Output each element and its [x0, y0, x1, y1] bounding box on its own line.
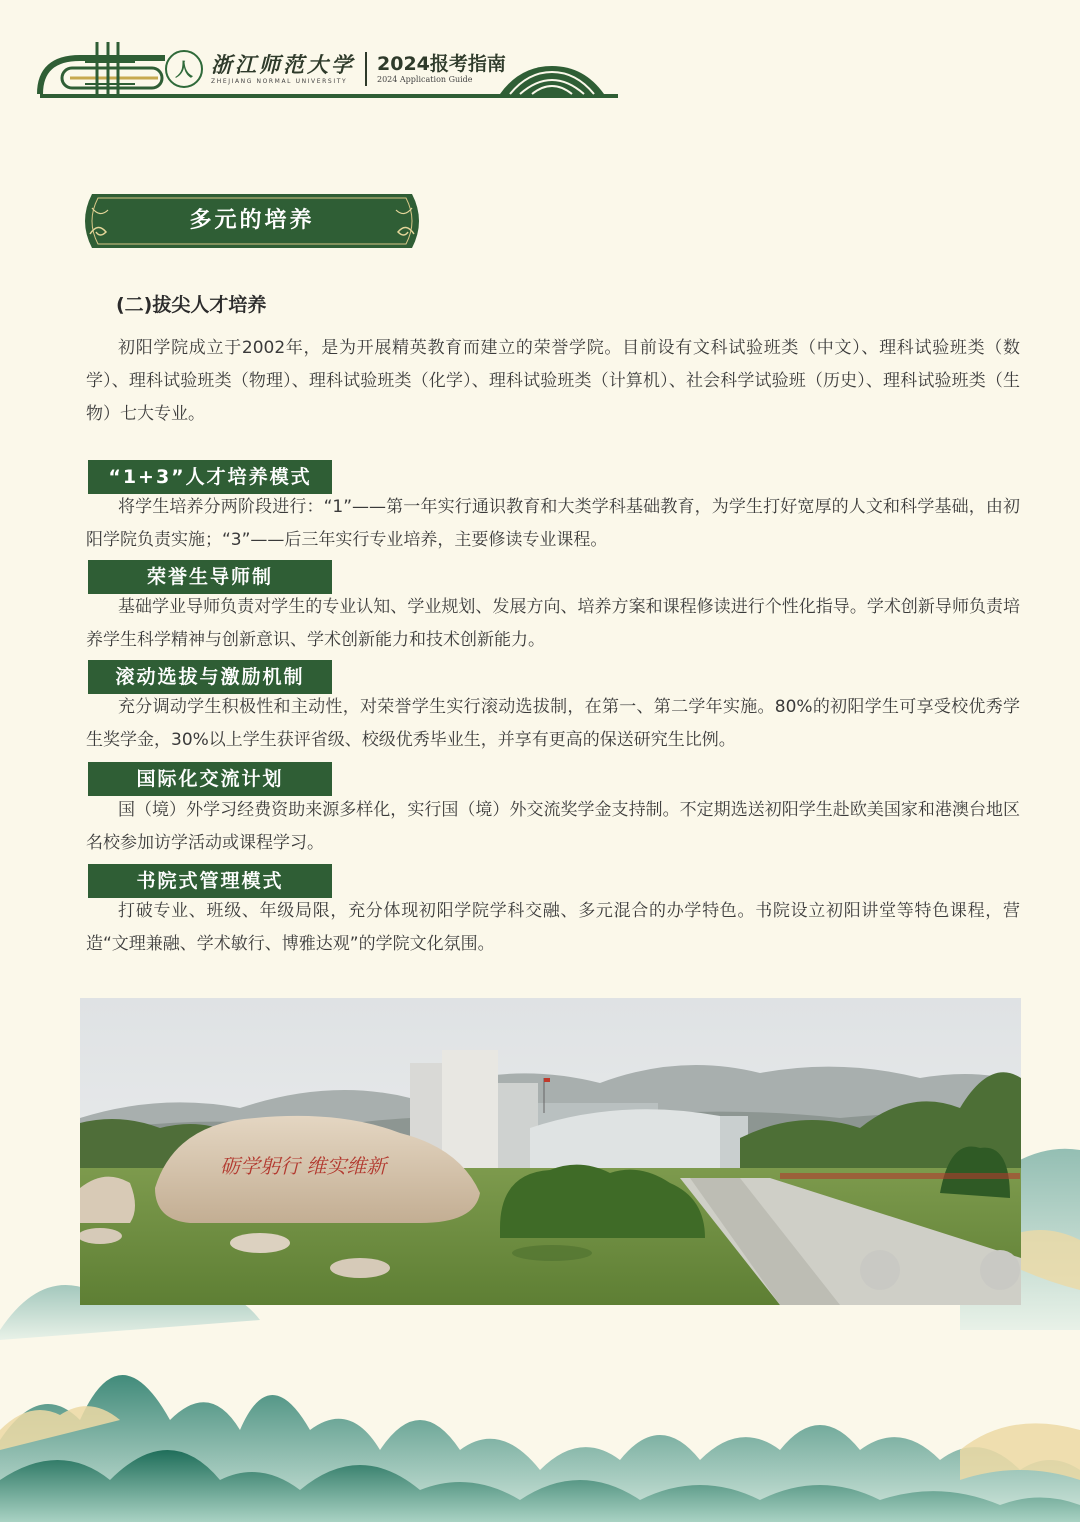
section-banner	[78, 194, 426, 248]
subheading: (二)拔尖人才培养	[116, 294, 267, 316]
university-emblem-icon: 人	[165, 50, 203, 88]
paragraph-1plus3-model: 将学生培养分两阶段进行：“1”——第一年实行通识教育和大类学科基础教育，为学生打好宽厚的人文和科学基础，由初阳学院负责实施；“3”——后三年实行专业培养，主要修读专业课程。	[86, 497, 1020, 550]
paragraph-international-exchange: 国（境）外学习经费资助来源多样化，实行国（境）外交流奖学金支持制。不定期选送初阳学生赴欧美国家和港澳台地区名校参加访学活动或课程学习。	[86, 800, 1020, 853]
guide-title: 2024报考指南	[377, 53, 506, 75]
university-name-en: ZHEJIANG NORMAL UNIVERSITY	[211, 77, 348, 85]
paragraph-academy-management: 打破专业、班级、年级局限，充分体现初阳学院学科交融、多元混合的办学特色。书院设立初阳讲堂等特色课程，营造“文理兼融、学术敏行、博雅达观”的学院文化氛围。	[86, 901, 1020, 954]
label-rolling-selection: 滚动选拔与激励机制	[88, 660, 332, 694]
logo-row	[165, 50, 506, 88]
header-decoration	[0, 0, 1080, 110]
label-honor-tutor: 荣誉生导师制	[88, 560, 332, 594]
paragraph-honor-tutor: 基础学业导师负责对学生的专业认知、学业规划、发展方向、培养方案和课程修读进行个性化指导。学术创新导师负责培养学生科学精神与创新意识、学术创新能力和技术创新能力。	[86, 597, 1020, 650]
university-name-block	[211, 53, 355, 86]
paragraph-rolling-selection: 充分调动学生积极性和主动性，对荣誉学生实行滚动选拔制，在第一、第二学年实施。80%的初阳学生可享受校优秀学生奖学金，30%以上学生获评省级、校级优秀毕业生，并享有更高的保送研究生比例。	[86, 697, 1020, 750]
rock-inscription: 砺学躬行 维实维新	[220, 1154, 387, 1178]
campus-scene	[80, 998, 1021, 1305]
page-header	[0, 0, 1080, 110]
campus-photo	[80, 998, 1021, 1305]
section-title: 多元的培养	[189, 208, 315, 233]
label-academy-management: 书院式管理模式	[88, 864, 332, 898]
guide-subtitle: 2024 Application Guide	[377, 75, 473, 84]
header-divider	[365, 52, 367, 86]
guide-title-block	[377, 53, 506, 85]
intro-paragraph: 初阳学院成立于2002年，是为开展精英教育而建立的荣誉学院。目前设有文科试验班类（中文）、理科试验班类（数学）、理科试验班类（物理）、理科试验班类（化学）、理科试验班类（计算机）、社会科学试验班（历史）、理科试验班类（生物）七大专业。	[86, 338, 1020, 424]
label-international-exchange: 国际化交流计划	[88, 762, 332, 796]
university-name: 浙江师范大学	[211, 51, 355, 77]
label-1plus3-model: “1+3”人才培养模式	[88, 460, 332, 494]
